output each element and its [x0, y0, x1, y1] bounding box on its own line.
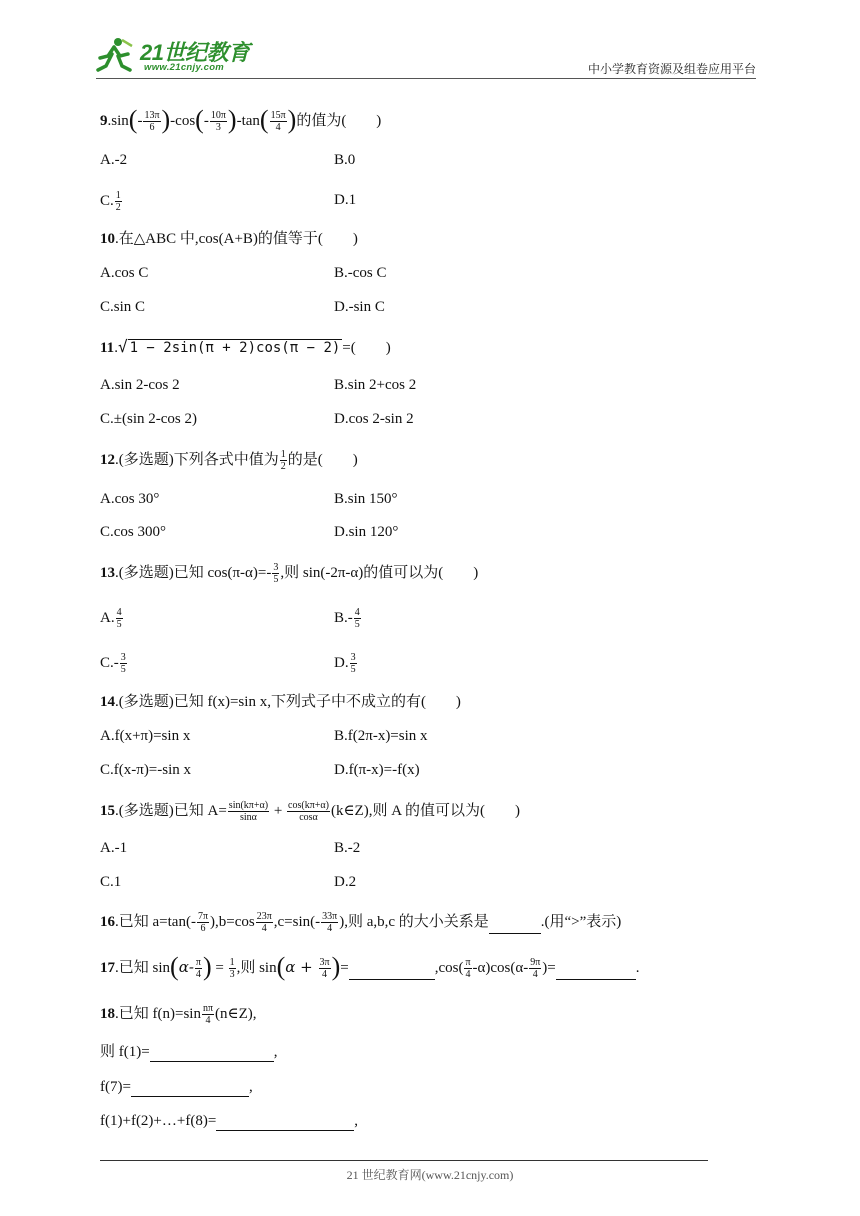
q16-text-1: .已知 a=tan(- — [115, 913, 196, 930]
q15-options-row2 — [100, 872, 357, 892]
option-b: B.0 — [334, 152, 356, 168]
equals-sign: = — [211, 960, 228, 976]
numerator: nπ — [202, 1003, 214, 1014]
question-15 — [100, 800, 520, 823]
plus-sign: + — [273, 802, 283, 819]
q13-tail: ,则 sin(-2π-α)的值可以为( ) — [280, 564, 479, 581]
question-number: 14 — [100, 694, 115, 710]
comma: , — [354, 1113, 359, 1129]
answer-blank[interactable] — [349, 965, 435, 980]
q10-options-row2 — [100, 297, 385, 317]
fraction — [280, 449, 287, 472]
option-c: C.sin C — [100, 299, 146, 315]
q18-f1-label: 则 f(1)= — [100, 1044, 150, 1060]
option-a-label: A. — [100, 609, 115, 626]
fraction — [354, 607, 361, 630]
fraction — [270, 110, 287, 133]
paren-close: ) — [287, 105, 297, 134]
footer-divider — [100, 1160, 708, 1161]
question-text: .在△ABC 中,cos(A+B)的值等于( ) — [115, 231, 358, 247]
question-11 — [100, 337, 391, 358]
q17-text-1: .已知 sin — [115, 960, 171, 976]
fraction — [116, 607, 123, 630]
question-number: 13 — [100, 564, 115, 581]
fraction — [120, 652, 127, 675]
fraction — [197, 911, 209, 934]
denominator: 5 — [120, 664, 126, 675]
option-b — [334, 607, 362, 630]
option-b-label: B.- — [334, 609, 353, 626]
option-b: B.sin 2+cos 2 — [334, 377, 417, 393]
q18-line-1 — [100, 1042, 277, 1062]
fraction — [464, 957, 471, 980]
q9-options-row2 — [100, 190, 357, 213]
q15-text: .(多选题)已知 A= — [115, 802, 227, 819]
q17-alpha-plus: α + — [285, 958, 318, 976]
q12-text: .(多选题)下列各式中值为 — [115, 451, 279, 468]
numerator: 7π — [197, 911, 208, 922]
numerator: 3 — [120, 652, 126, 663]
fraction — [143, 110, 160, 133]
brand-site: www.21cnjy.com — [144, 62, 225, 73]
option-b: B.-2 — [334, 840, 361, 856]
runner-logo-icon — [96, 36, 134, 74]
paren-open: ( — [195, 105, 204, 134]
denominator: 4 — [275, 122, 281, 134]
option-d: D.cos 2-sin 2 — [334, 411, 414, 427]
question-number: 17 — [100, 960, 115, 976]
q17-text-5: -α)cos(α- — [472, 960, 529, 976]
numerator: 15π — [270, 110, 286, 122]
option-b: B.-cos C — [334, 265, 387, 281]
q9-options-row1 — [100, 150, 356, 170]
question-10 — [100, 229, 358, 249]
fraction — [319, 957, 331, 980]
q18-text-2: (n∈Z), — [215, 1005, 257, 1022]
denominator: 5 — [354, 619, 360, 630]
answer-blank[interactable] — [131, 1082, 249, 1097]
brand-chinese: 世纪教育 — [163, 40, 250, 65]
comma: , — [248, 1079, 253, 1095]
option-b: B.sin 150° — [334, 491, 398, 507]
option-a: A.-1 — [100, 840, 128, 856]
q9-neg-1: - — [137, 113, 143, 129]
question-18 — [100, 1003, 257, 1026]
brand-number: 21 — [140, 40, 164, 65]
square-root — [118, 337, 342, 358]
option-a: A.-2 — [100, 152, 128, 168]
q10-options-row1 — [100, 263, 387, 283]
fraction — [228, 800, 269, 823]
q17-alpha-minus: α- — [178, 958, 194, 976]
numerator: 33π — [322, 911, 338, 922]
q9-neg-2: - — [203, 113, 209, 129]
q12-options-row2 — [100, 522, 399, 542]
denominator: 2 — [115, 202, 121, 213]
denominator: 4 — [465, 969, 471, 981]
question-text: .(多选题)已知 f(x)=sin x,下列式子中不成立的有( ) — [115, 694, 461, 710]
q18-text-1: .已知 f(n)=sin — [115, 1005, 201, 1022]
option-b: B.f(2π-x)=sin x — [334, 728, 428, 744]
numerator: 9π — [530, 957, 541, 969]
numerator: 13π — [144, 110, 160, 122]
fraction — [195, 957, 202, 980]
option-a: A.sin 2-cos 2 — [100, 377, 180, 393]
paren-open: ( — [259, 105, 269, 134]
option-c: C.cos 300° — [100, 524, 166, 540]
numerator: 3 — [273, 562, 279, 573]
q17-text-7: . — [635, 960, 640, 976]
q16-text-4: ),则 a,b,c 的大小关系是 — [339, 913, 489, 930]
header-platform-text: 中小学教育资源及组卷应用平台 — [587, 62, 756, 76]
q14-options-row1 — [100, 726, 428, 746]
answer-blank[interactable] — [556, 965, 636, 980]
header-divider — [96, 78, 756, 79]
paren-close: ) — [161, 105, 171, 134]
option-c — [100, 652, 128, 675]
option-a: A.cos 30° — [100, 491, 160, 507]
fraction — [115, 190, 122, 213]
numerator: π — [465, 957, 471, 969]
q9-cos: -cos — [170, 113, 196, 129]
fraction — [529, 957, 541, 980]
paren-open: ( — [276, 952, 286, 981]
option-d: D.f(π-x)=-f(x) — [334, 762, 420, 778]
denominator: 6 — [200, 923, 206, 934]
question-number: 10 — [100, 231, 115, 247]
q17-text-4: ,cos( — [434, 960, 464, 976]
radical-sign-icon: √ — [117, 337, 128, 356]
answer-blank[interactable] — [150, 1047, 274, 1062]
q11-options-row1 — [100, 375, 417, 395]
q14-options-row2 — [100, 760, 420, 780]
numerator: 1 — [280, 449, 286, 460]
option-d: D.2 — [334, 874, 357, 890]
question-number: 15 — [100, 802, 115, 819]
paren-close: ) — [227, 105, 237, 134]
denominator: 2 — [280, 461, 286, 472]
q13-options-row2 — [100, 652, 356, 675]
q17-text-2: ,则 sin — [236, 960, 277, 976]
q18-line-3 — [100, 1111, 358, 1131]
q13-text: .(多选题)已知 cos(π-α)=- — [115, 564, 272, 581]
q9-tail: 的值为( ) — [296, 113, 382, 129]
answer-blank[interactable] — [216, 1116, 354, 1131]
denominator: cosα — [299, 812, 318, 823]
q17-text-6: )= — [542, 960, 556, 976]
denominator: 4 — [322, 969, 328, 981]
question-9 — [100, 105, 382, 134]
answer-blank[interactable] — [489, 919, 541, 934]
q17-text-3: = — [340, 960, 349, 976]
option-a: A.cos C — [100, 265, 149, 281]
q15-options-row1 — [100, 838, 361, 858]
q18-line-2 — [100, 1077, 253, 1097]
fraction — [321, 911, 338, 934]
fraction — [256, 911, 273, 934]
q11-options-row2 — [100, 409, 414, 429]
question-14 — [100, 692, 461, 712]
denominator: 3 — [215, 122, 221, 134]
denominator: sinα — [239, 812, 257, 823]
q13-options-row1 — [100, 607, 360, 630]
option-d — [334, 652, 358, 675]
numerator: cos(kπ+α) — [288, 800, 329, 811]
fraction — [272, 562, 279, 585]
question-13 — [100, 562, 478, 585]
paren-open: ( — [170, 952, 179, 981]
q16-text-5: .(用“>”表示) — [540, 913, 622, 930]
radicand: 1 − 2sin(π + 2)cos(π − 2) — [129, 340, 341, 356]
q12-tail: 的是( ) — [287, 451, 358, 468]
question-16 — [100, 911, 621, 934]
numerator: 4 — [116, 607, 122, 618]
denominator: 5 — [350, 664, 356, 675]
numerator: 3π — [319, 957, 330, 969]
question-17 — [100, 952, 640, 981]
option-a — [100, 607, 124, 630]
option-c: C.±(sin 2-cos 2) — [100, 411, 197, 427]
question-number: 18 — [100, 1005, 115, 1022]
q11-tail: =( ) — [342, 340, 391, 356]
denominator: 3 — [229, 969, 235, 981]
question-number: 16 — [100, 913, 115, 930]
question-number: 11 — [100, 340, 115, 356]
paren-close: ) — [331, 952, 341, 981]
numerator: 1 — [229, 957, 235, 969]
q15-tail: (k∈Z),则 A 的值可以为( ) — [330, 802, 520, 819]
q9-sin: .sin — [107, 113, 129, 129]
q12-options-row1 — [100, 489, 398, 509]
question-12 — [100, 449, 358, 472]
numerator: 4 — [354, 607, 360, 618]
fraction — [210, 110, 227, 133]
denominator: 5 — [273, 574, 279, 585]
numerator: 3 — [350, 652, 356, 663]
fraction — [202, 1003, 214, 1026]
question-number: 9 — [100, 113, 108, 129]
option-a: A.f(x+π)=sin x — [100, 728, 191, 744]
comma: , — [273, 1044, 278, 1060]
numerator: 10π — [210, 110, 226, 122]
denominator: 6 — [149, 122, 155, 134]
option-d-label: D. — [334, 654, 349, 671]
denominator: 4 — [205, 1015, 211, 1026]
option-c-label: C. — [100, 192, 114, 209]
fraction — [287, 800, 330, 823]
q9-tan: -tan — [236, 113, 260, 129]
numerator: sin(kπ+α) — [228, 800, 269, 811]
question-number: 12 — [100, 451, 115, 468]
option-c — [100, 190, 123, 213]
option-c: C.f(x-π)=-sin x — [100, 762, 192, 778]
numerator: 23π — [256, 911, 272, 922]
numerator: π — [195, 957, 201, 969]
logo — [96, 34, 266, 78]
denominator: 4 — [532, 969, 538, 981]
page-header — [96, 34, 756, 78]
q18-f7-label: f(7)= — [100, 1079, 131, 1095]
paren-open: ( — [128, 105, 138, 134]
option-d: D.sin 120° — [334, 524, 399, 540]
q11-dot: . — [114, 340, 118, 356]
fraction — [350, 652, 357, 675]
q18-sum-label: f(1)+f(2)+…+f(8)= — [100, 1113, 217, 1129]
denominator: 4 — [327, 923, 333, 934]
denominator: 5 — [116, 619, 122, 630]
denominator: 4 — [261, 923, 267, 934]
option-d: D.1 — [334, 192, 357, 208]
q16-text-3: ,c=sin(- — [273, 913, 321, 930]
paren-close: ) — [202, 952, 212, 981]
q16-text-2: ),b=cos — [210, 913, 255, 930]
option-c-label: C.- — [100, 654, 119, 671]
footer-text: 21 世纪教育网(www.21cnjy.com) — [346, 1168, 514, 1182]
option-d: D.-sin C — [334, 299, 385, 315]
option-c: C.1 — [100, 874, 122, 890]
numerator: 1 — [115, 190, 121, 201]
denominator: 4 — [195, 969, 201, 981]
fraction — [229, 957, 236, 980]
